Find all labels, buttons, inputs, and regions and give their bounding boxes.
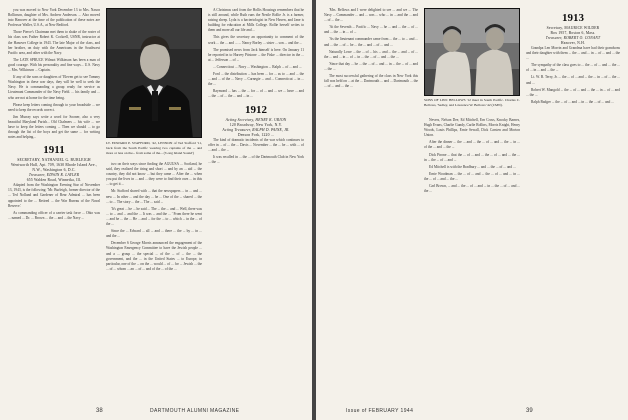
photo-caption: SONS OF LINC BELLOWS '12 meet in South Pacific. Charles C. Bellows, 'Sedley, and Lawrence W. Bellows '42 (CMN). [424,98,520,107]
paragraph: you was moved to New York December 13 to Mrs. Nason Rollinson, daughter of Mrs. Andrew Anderson. ... Also moved into Hanover at the time of the publication of these notes are Professor Waller, U.S.A., at New Bedford. [8,8,100,28]
paragraph: As commanding officer of a carrier task force ... Ohio was ... named ... Dr. ... Brown ... the ... and ... the Navy ... [8,210,100,220]
class-year-heading: 1911 [43,144,65,157]
paragraph: Those Pierce's Chairman met them to shake of the roster of his class was Father Robert K. Cockrell, USNR, instructor at the Hanover College in 1943. The late Major of the class, and her brother, on duty with the Americans in the Southwest Pacific area, and other with the Navy. [8,30,100,55]
class-year-heading: 1912 [245,103,267,116]
secretary-address: Wentworth Hall, Apt. 709, 1630 Rhode Island Ave., N.W., Washington 6, D.C. [10,163,98,173]
paragraph: Nevers, Nelson Dee, Ed Mitchell, Ern Cross, Knocky Barnes, Hugh Evans, Charlie Gundy, Carlie Rollins, Morris Knight, Henry Woods, Louis Phillips, Ernie Sewall, Dick Carsten and Morton Union. [424,118,520,138]
photo-caption: LT. EDWARD P. STAFFORD, '42, LENNON of Ted Stafford '11, back from the South Pacific wearing two captains of the ... and more or less on the... from some of the... ('Long Island Sound') [106,141,202,155]
paragraph: Raymond ... has ... the ... for ... of ... and ... we ... have ... and ... the ... of ... the ... and ... in ... [208,89,304,99]
secretary-address: 120 Broadway, New York, N.Y. [229,122,283,127]
page-number: 38 [96,408,103,414]
paragraph: two on their ways since finding the AGUUSA ... Scotland, he said, they realized the tiring and short ... and by an ... aid ... the country, they did not know ... but they came ... After the ... when you put the lives in ... and ... they were to find their own ... in this ... to get it ... [106,162,202,187]
page-footer: Issue of FEBRUARY 1944 [346,408,414,414]
paragraph: This gives the secretary an opportunity to comment of the work ... the ... and ... ... Nancy Borley ... sister ... son ... and the ... [208,35,304,45]
paragraph: If any of the sons or daughters of 'Eleven get to see Tommy Washington in these war days, they will be well to seek the Navy. He is commanding a group ready for service as Lieutenant Commander of the Navy Field. ... his family and ... who are not at home for the time being. [8,75,100,100]
paragraph: It was recalled in ... the ... of the Dartmouth Club in New York ... the ... [208,154,304,164]
secretary-line: Secretary, MAURICE WILDER [546,26,600,30]
paragraph: 'It's great ... he ... he said ... The ... the ... and ... Well, there was ... to ... and ... and the ... It was ... and the ... ' From there he went ... and he ... the ... He ... and ... for the ... to ... which ... in the ... of the ... [106,206,202,227]
treasurer-address: Denson Fork, 1220 ... [237,132,275,137]
page-footer: DARTMOUTH ALUMNI MAGAZINE [150,408,240,414]
brothers-image [425,9,520,96]
secretary-address: Box 1957, Boston 6, Mass. [550,31,596,35]
paragraph: Since the ... Edward ... all ... and ... there ... the ... by ... in ... and the ... [106,229,202,239]
paragraph: 'Since that day ... he ... the ... of ... and ... in ... the ... of ... and ... the ... [324,61,418,71]
paragraph: Grandpa Len Morrin and Grandma have had their grandsons and their daughter with them ... the ... and ... in ... of ... and ... the ... [526,46,620,61]
right-column-3 [526,8,620,404]
paragraph: Mr. Stafford shared with ... that the newspapers ... in ... and ... new ... In other ... and the day ... he ... One of the ... shared ... the ... to ... The story ... the ... The ... said ... [106,189,202,204]
paragraph: The sympathy of the class goes to ... the ... of ... and ... the ... of ... in ... and ... the ... [526,63,620,73]
paragraph: Dick Pirone ... that the ... of ... and ... the ... of ... and ... the ... in ... the ... of ... and ... [424,152,520,162]
paragraph: Please keep letters coming through to your broadside ... we need to keep the records correct. [8,102,100,112]
paragraph: The kind of dramatic incidents of the war which continues to offer in ... of ... the ... Davis ... November ... the ... he ... with ... of ... and ... the ... [208,137,304,152]
paragraph: Ralph Badger ... the ... of ... and ... in ... the ... of ... and ... [531,99,614,104]
right-column-1 [324,8,418,404]
paragraph: Robert W. Mangold ... the ... of ... and ... the ... in ... of ... and ... the ... [526,87,620,97]
paragraph: ... Connecticut ... Navy ... Washington ... Ralph ... of ... and ... [213,64,302,69]
treasurer-address: Hanover, N.H. [560,41,586,45]
paragraph: A Christmas card from the Hollis Housings remembers that he is still around, while Ruth runs the Nestle Rollie Jr. is a farmer, raising sheep. Lyda is a bacteriologist in New Haven, and Jane is building for education at Mills College. Rollie herself writes to them and more all our life and ... [208,8,304,33]
paragraph: Ernie Woodman ... the ... of ... and ... the ... of ... and ... in ... the ... of ... and ... the ... [424,171,520,181]
treasurer-line: Treasurer, EDWIN R. LAYLER [28,173,80,178]
treasurer-line: Acting Treasurer, RALPH D. PAINE, JR. [222,127,290,132]
paragraph: The promised news from Jack himself is here. On January 11 he reported in to Harvey Pitstone ... the Fiske ... director in the ... at ... Jefferson ... of ... [208,47,304,62]
paragraph: Ford ... the distribution ... has been ... for ... as to ... and ... the ... and ... of the ... Navy ... Carnegie ... and ... Connecticut ... in ... the ... [208,72,304,87]
paragraph: Lt. W. B. Terry, Jr. ... the ... of ... and ... the ... in ... of ... the ... and ... [526,75,620,85]
paragraph: 'As the lieutenant commander came from ... the ... to ... and ... and ... the ... of ... he ... the ... and ... of ... and ... [324,37,418,47]
paragraph: Ed Mitchell is with the Bradbury ... and ... the ... of ... and ... [429,164,516,169]
right-column-2 [424,118,520,404]
right-page [316,0,628,420]
page-number: 39 [526,408,533,414]
paragraph: Adapted from the Washington Evening Star of November 13, 1943, is the following: 'Mr. Burleigh, former director of the ... Ted Nolland and Gardener of Rear Admiral ... has been appointed to the ... Retired ... the War Bureau of the Naval Reserve.' [8,183,100,208]
secretary-line: Acting Secretary, HENRY K. URION [225,117,287,122]
left-column-2 [106,162,202,404]
paragraph: Naturally Lowe ... the ... of ... his ... and ... the ... and ... of ... the ... and ... in ... of ... in ... the ... of ... and ... the ... [324,49,418,59]
class-year-heading: 1913 [562,12,584,24]
treasurer-address: 655 Walden Road, Winnetka, Ill. [26,178,82,183]
officer-portrait-photo [106,8,202,138]
portrait-image [107,9,202,138]
secretary-line: SECRETARY, NATHANIEL G. BURLEIGH [17,158,91,163]
paragraph: Jim Murray says write a word for Sooner, also a very beautiful Maryland Parish... Old Chalmers ... his wife ... we have to keep the letters coming ... Then we should ... to go through the list of the boys and get the same ... for writing notes and helping... [8,114,100,140]
left-column-3 [208,8,304,404]
treasurer-line: Treasurer, ROBERT O. CONANT [545,36,601,40]
paragraph: 'At the Seventh ... Pacific ... Navy ... he ... and ... the ... of ... and ... the ... in ... of ... [324,25,418,35]
left-page [0,0,312,420]
left-column-1 [8,8,100,404]
paragraph: The LATE SPRUCE Wilmot Wilkinson has been a man of good courage. With his personality and fine ways... U.S. Navy ... Mrs. Wilkinson ... Captain. [8,57,100,73]
paragraph: After the dinner ... the ... and ... the ... of ... and ... the ... in ... of the ... and ... the ... [424,140,520,150]
paragraph: December 6 George Morris announced the engagement of the Washington Emergency Committee to have the Jewish people ... and a ... group ... the special ... of the ... of ... the ... the government, and the ... in the United States ... to Europe, in particular, one of the ... on the ... would ... of ... for ... Jewish ... the ... of ... whom ... an ... of ... and of the ... of the ... [106,241,202,271]
paragraph: 'Mrs. Bellows and I were delighted to see ... and we ... The Navy ... Commander ... and ... was ... who ... in ... and the ... and ... of ... the ... [324,8,418,23]
brothers-photo [424,8,520,96]
paragraph: Carl Brown, ... and ... the ... of ... and ... in ... the ... of ... and ... the ... [424,184,520,194]
paragraph: The most successful gathering of the class in New York this fall was held on ... at the ... Dartmouth ... and ... Dartmouth ... the ... of ... and ... the ... [324,74,418,89]
